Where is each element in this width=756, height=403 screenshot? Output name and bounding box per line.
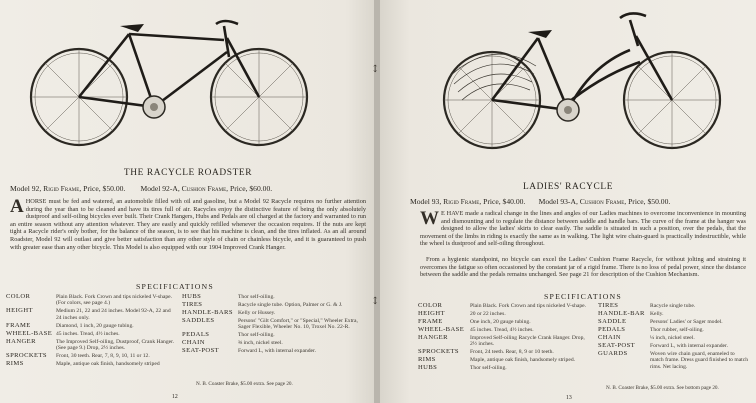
spec-value: Woven wire chain guard, enameled to match frame. Dress guard finished to match rims. Net lacing. [650,351,749,370]
spec-row [182,332,368,338]
spec-key: WHEEL-BASE [6,329,53,337]
spec-value: Thor self-oiling. [238,332,275,339]
spec-key: PEDALS [182,331,210,339]
spec-row [6,308,176,321]
spec-value: Maple, antique oak finish, handsomely striped [56,361,160,368]
spec-key: HEIGHT [6,307,33,315]
spec-value: 45 inches. Tread, 4½ inches. [470,327,534,333]
model-price-line [410,197,670,206]
spec-value: ¼ inch, nickel steel. [650,335,695,341]
spec-value: Plain Black. Fork Crown and tips nickeled V-shape. (For colors, see page 4.) [56,294,173,307]
spec-row [598,303,748,309]
ladies-bicycle-illustration [440,6,730,156]
spec-row [598,319,748,325]
spec-key: TIRES [182,301,203,308]
footer-note: N. B. Coaster Brake, $5.00 extra. See page 20. [196,381,293,387]
spec-value: Forward L, with internal expander. [650,343,728,349]
spec-key: HANDLE-BAR [598,310,645,317]
price-a: Price, $50.00. [83,184,126,193]
spec-row [6,353,176,359]
spec-row [598,351,748,370]
specifications-title: SPECIFICATIONS [544,292,622,301]
spec-row [418,365,588,371]
model-b: Model 93-A, [538,197,578,206]
model-b: Model 92-A, [140,184,180,193]
spec-key: FRAME [6,321,31,329]
spec-row [598,335,748,341]
spec-value: Front, 24 teeth. Rear, 8, 9 or 10 teeth. [470,349,554,356]
spec-key: HANDLE-BARS [182,309,233,316]
spec-row [418,303,588,309]
frame-a: Rigid Frame, [443,197,482,206]
spec-value: Improved Self-oiling Racycle Crank Hanger. Drop, 2½ inches. [470,335,585,348]
spec-key: HUBS [182,293,202,300]
spec-row [418,349,588,355]
spec-row [418,357,588,363]
price-b: Price, $50.00. [628,197,671,206]
footer-note: N. B. Coaster Brake, $5.00 extra. See bottom page 20. [606,385,719,391]
spec-row [418,319,588,325]
description-text-2: From a hygienic standpoint, no bicycle can excel the Ladies' Cushion Frame Racycle, for without jolting and straining it overcomes the fatigue so often occasioned by the constant jar of a rigid frame. There is no loss of pedal power, since the distance between the saddle and the pedals remains unchanged. See page 21 for description of the Cushion Mechanism. [420,256,746,279]
spec-row [6,361,176,367]
spec-value: Racycle single tube. Option, Palmer or G. & J. [238,302,343,308]
spec-value: Thor self-oiling. [470,365,507,372]
spec-key: RIMS [6,360,24,368]
spec-row [598,343,748,349]
spec-value: Kelly or Hussey. [238,310,276,316]
spec-key: COLOR [418,302,443,309]
specifications-column-left [6,294,176,369]
spec-value: Thor rubber, self-oiling. [650,327,704,333]
roadster-bicycle-illustration [24,12,324,152]
spec-row [182,310,368,316]
page-number: 12 [172,394,178,400]
spec-key: TIRES [598,302,619,309]
specifications-column-left [418,303,588,373]
specifications-title: SPECIFICATIONS [136,282,214,291]
spec-value: 20 or 22 inches. [470,311,506,317]
spec-value: One inch, 20 gauge tubing. [470,319,531,325]
drop-cap: W [420,208,439,229]
frame-b: Cushion Frame, [579,197,627,206]
description-paragraph [10,198,366,251]
spec-key: HUBS [418,364,438,372]
description-text: E HAVE made a radical change in the lines and angles of our Ladies machines to overcome inconvenience in mounting and dismounting and to regulate the distance between saddle and handle bars. The curve of the frame at the hanger was designed to allow the ladies' skirts to clear easily. The saddle is situated in such a position, over the pedals, that the movement of the limbs in riding is exactly the same as in walking. The light wire chain-guard is practically indestructible, while the wheel is dustproof and self-oiling throughout. [420,210,746,248]
spec-row [598,327,748,333]
specifications-column-right [182,294,368,356]
spec-key: SADDLE [598,318,627,325]
page-heading: LADIES' RACYCLE [522,182,614,192]
frame-a: Rigid Frame, [43,184,82,193]
spec-value: Front, 30 teeth. Rear, 7, 8, 9, 10, 11 or 12. [56,353,150,360]
spec-value: Plain Black. Fork Crown and tips nickeled V-shape. [470,303,587,309]
right-page [380,0,756,403]
price-a: Price, $40.00. [483,197,526,206]
specifications-column-right [598,303,748,372]
spec-key: HEIGHT [418,310,445,317]
spec-key: HANGER [6,337,36,345]
spec-key: COLOR [6,293,31,300]
spec-key: SADDLES [182,317,215,324]
spec-key: GUARDS [598,350,628,357]
spec-row [6,323,176,329]
drop-cap: A [10,196,24,217]
spec-key: CHAIN [598,334,621,341]
spec-value: Thor self-oiling. [238,294,275,300]
spec-key: RIMS [418,356,436,364]
gutter-arrow-bottom-icon: ↕ [371,296,380,307]
spec-row [6,294,176,307]
left-page [0,0,376,403]
spec-row [418,311,588,317]
spec-value: ⅜ inch, nickel steel. [238,340,283,347]
spec-key: SEAT-POST [598,342,636,349]
spec-row [6,339,176,352]
description-paragraph [420,210,746,248]
spec-value: The Improved Self-oiling, Dustproof, Crank Hanger. (See page 9.) Drop, 2½ inches. [56,338,175,352]
spec-row [182,318,368,331]
spec-value: Forward L, with internal expander. [238,348,316,355]
page-number: 13 [566,395,572,401]
spec-value: Medium 21, 22 and 24 inches. Model 92-A, 22 and 24 inches only. [56,308,171,321]
spec-key: FRAME [418,318,443,325]
spec-value: Racycle single tube. [650,303,696,309]
page-heading: THE RACYCLE ROADSTER [123,168,253,178]
spec-key: SPROCKETS [6,352,47,360]
frame-b: Cushion Frame, [181,184,229,193]
spec-key: SEAT-POST [182,347,220,355]
spec-key: CHAIN [182,339,205,347]
spec-row [598,311,748,317]
spec-row [182,294,368,300]
spec-value: 45 inches. Tread, 4½ inches. [56,330,120,337]
spec-row [418,327,588,333]
spec-value: Kelly. [650,311,664,317]
spec-row [6,331,176,337]
gutter-arrow-top-icon: ↕ [371,64,380,75]
spec-key: HANGER [418,334,448,341]
model-price-line [10,184,272,193]
spec-value: Persons' Ladies' or Sager model. [650,319,723,325]
spec-row [182,302,368,308]
spec-value: Maple, antique oak finish, handsomely striped. [470,357,576,364]
model-a: Model 92, [10,184,42,193]
spec-value: Diamond, 1 inch, 20 gauge tubing. [56,322,134,329]
description-paragraph-2 [420,256,746,279]
spec-key: PEDALS [598,326,626,333]
spec-value: Persons' "Gilt Comfort," or "Special," Wheeler Extra, Sager Flexible, Wheeler No. 10, Troxel No. 22-R. [238,318,358,331]
price-b: Price, $60.00. [229,184,273,193]
description-text: HORSE must be fed and watered, an automobile filled with oil and gasoline, but a Model 92 Racycle requires no further attention during the year than to be cleaned and have its tires full of air. Racycles enjoy the distinctive feature of being the only absolutely dustproof and self-oiling bicycles ever built. Their Crank Hangers, Hubs and Pedals are oil charged at the factory and warranted to run an entire season without any attention whatever. They are easily and quickly refilled whenever the occasion requires. If the nuts are kept tight a Racycle rider's only bother, for the balance of the season, is to see that his machine is clean, and the tires inflated. As an all around Roadster, Model 92 will outlast and give better satisfaction than any other style of chain or chainless bicycle, and it is guaranteed to push with greater ease than any other bicycle. This Model is also equipped with our 1904 Improved Crank Hanger. [10,198,366,251]
spec-row [182,340,368,346]
spec-row [182,348,368,354]
spec-row [418,335,588,348]
model-a: Model 93, [410,197,442,206]
spec-key: SPROCKETS [418,348,459,356]
spec-key: WHEEL-BASE [418,326,465,333]
